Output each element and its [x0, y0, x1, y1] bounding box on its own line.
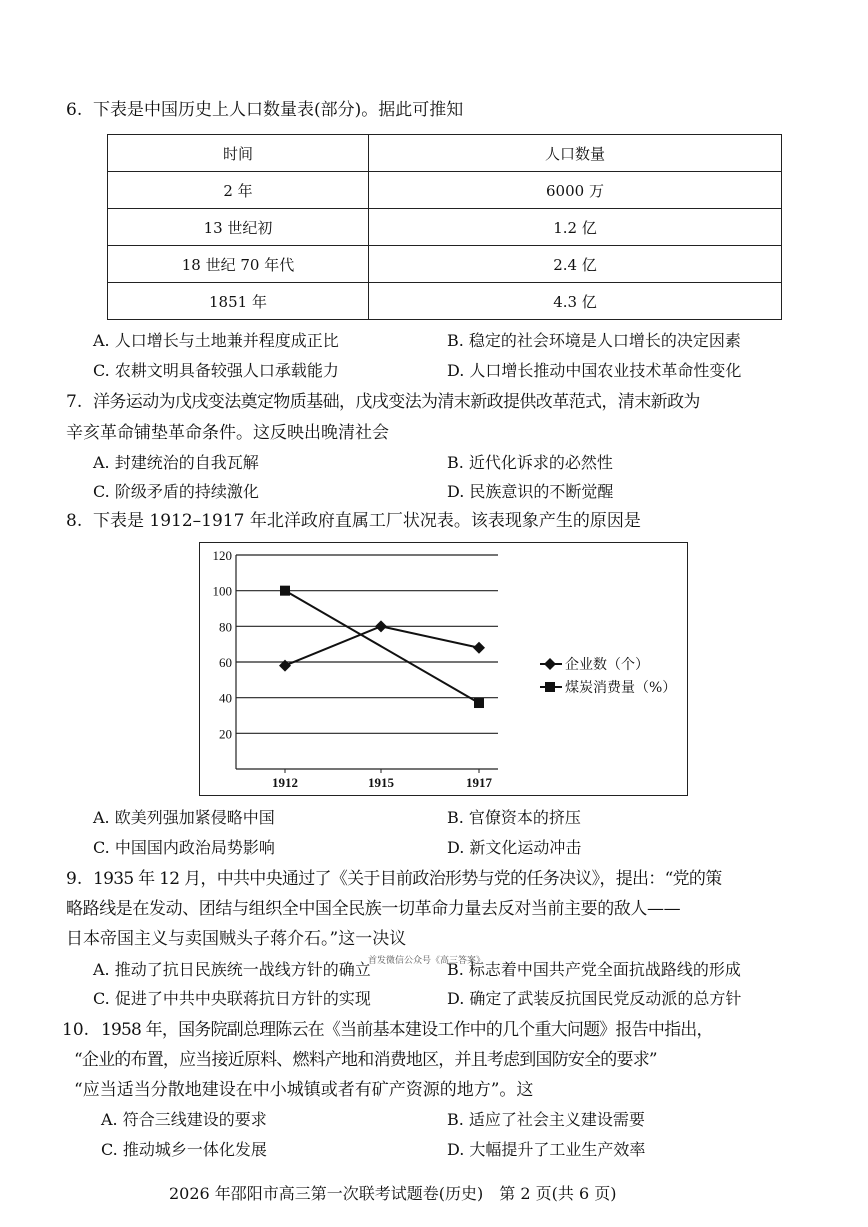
q6-option-d[interactable]: D. 人口增长推动中国农业技术革命性变化: [447, 361, 742, 380]
legend-marker: [545, 682, 555, 692]
x-tick-label: 1915: [368, 775, 394, 790]
table-cell: 2.4 亿: [369, 246, 782, 283]
table-row: [108, 172, 782, 209]
table-cell: 1851 年: [108, 283, 369, 320]
q7-option-a[interactable]: A. 封建统治的自我瓦解: [93, 453, 259, 472]
q9-line3: 日本帝国主义与卖国贼头子蒋介石。”这一决议: [66, 929, 407, 949]
q10-line3: “应当适当分散地建设在中小城镇或者有矿产资源的地方”。这: [74, 1080, 534, 1100]
page-footer: 2026 年邵阳市高三第一次联考试题卷(历史) 第 2 页(共 6 页): [169, 1184, 617, 1203]
series-line-2: [285, 591, 479, 703]
line-chart-svg: [200, 543, 686, 794]
watermark-text: 首发微信公众号《高三答案》: [368, 956, 486, 966]
data-point-series-2: [474, 698, 484, 708]
table-header-row: [108, 135, 782, 172]
table-cell: 1.2 亿: [369, 209, 782, 246]
y-tick-label: 100: [212, 583, 232, 599]
y-tick-label: 120: [212, 548, 232, 563]
table-row: [108, 209, 782, 246]
q7-option-d[interactable]: D. 民族意识的不断觉醒: [447, 482, 614, 501]
q7-number: 7.: [66, 392, 83, 412]
q9-option-b[interactable]: B. 标志着中国共产党全面抗战路线的形成: [447, 960, 741, 979]
table-header-cell: 时间: [108, 135, 369, 172]
y-tick-label: 40: [219, 690, 232, 706]
q10-option-d[interactable]: D. 大幅提升了工业生产效率: [447, 1140, 646, 1159]
q9-number: 9.: [66, 869, 83, 889]
table-cell: 13 世纪初: [108, 209, 369, 246]
population-table: [107, 134, 782, 320]
data-point-series-1: [279, 660, 291, 672]
legend-label: 企业数（个）: [565, 657, 649, 673]
q7-option-b[interactable]: B. 近代化诉求的必然性: [447, 453, 613, 472]
data-point-series-1: [375, 620, 387, 632]
q6-stem: 下表是中国历史上人口数量表(部分)。据此可推知: [93, 100, 464, 120]
legend-label: 煤炭消费量（%）: [565, 680, 677, 696]
q8-number: 8.: [66, 511, 83, 531]
q8-option-b[interactable]: B. 官僚资本的挤压: [447, 808, 581, 827]
q7-option-c[interactable]: C. 阶级矛盾的持续激化: [93, 482, 259, 501]
table-cell: 4.3 亿: [369, 283, 782, 320]
q9-line1: 1935 年 12 月，中共中央通过了《关于目前政治形势与党的任务决议》，提出：“党的策: [93, 869, 722, 889]
q10-option-b[interactable]: B. 适应了社会主义建设需要: [447, 1110, 645, 1129]
factory-chart: [199, 542, 688, 796]
q10-option-c[interactable]: C. 推动城乡一体化发展: [101, 1140, 267, 1159]
q9-option-d[interactable]: D. 确定了武装反抗国民党反动派的总方针: [447, 989, 742, 1008]
q9-option-c[interactable]: C. 促进了中共中央联蒋抗日方针的实现: [93, 989, 371, 1008]
q10-line1: 1958 年，国务院副总理陈云在《当前基本建设工作中的几个重大问题》报告中指出，: [101, 1020, 713, 1040]
table-cell: 18 世纪 70 年代: [108, 246, 369, 283]
q8-option-c[interactable]: C. 中国国内政治局势影响: [93, 838, 275, 857]
y-tick-label: 80: [219, 619, 232, 635]
q10-line2: “企业的布置，应当接近原料、燃料产地和消费地区，并且考虑到国防安全的要求”: [74, 1050, 657, 1070]
q6-number: 6.: [66, 100, 83, 120]
q7-line1: 洋务运动为戊戌变法奠定物质基础，戊戌变法为清末新政提供改革范式，清末新政为: [93, 392, 700, 412]
table-row: [108, 246, 782, 283]
x-tick-label: 1912: [272, 775, 298, 790]
legend-marker: [544, 658, 556, 670]
q9-line2: 略路线是在发动、团结与组织全中国全民族一切革命力量去反对当前主要的敌人——: [66, 899, 681, 919]
q8-stem: 下表是 1912–1917 年北洋政府直属工厂状况表。该表现象产生的原因是: [93, 511, 641, 531]
data-point-series-2: [280, 586, 290, 596]
table-row: [108, 283, 782, 320]
q6-option-c[interactable]: C. 农耕文明具备较强人口承载能力: [93, 361, 339, 380]
table-cell: 6000 万: [369, 172, 782, 209]
q8-option-d[interactable]: D. 新文化运动冲击: [447, 838, 582, 857]
table-header-cell: 人口数量: [369, 135, 782, 172]
q7-line2: 辛亥革命铺垫革命条件。这反映出晚清社会: [66, 423, 389, 443]
y-tick-label: 60: [219, 655, 232, 670]
q9-option-a[interactable]: A. 推动了抗日民族统一战线方针的确立: [93, 960, 371, 979]
table-cell: 2 年: [108, 172, 369, 209]
q10-number: 10.: [62, 1020, 90, 1040]
q10-option-a[interactable]: A. 符合三线建设的要求: [101, 1110, 267, 1129]
q8-option-a[interactable]: A. 欧美列强加紧侵略中国: [93, 808, 275, 827]
q6-option-b[interactable]: B. 稳定的社会环境是人口增长的决定因素: [447, 331, 741, 350]
data-point-series-1: [473, 642, 485, 654]
x-tick-label: 1917: [466, 775, 492, 790]
q6-option-a[interactable]: A. 人口增长与土地兼并程度成正比: [93, 331, 339, 350]
y-tick-label: 20: [219, 726, 232, 742]
